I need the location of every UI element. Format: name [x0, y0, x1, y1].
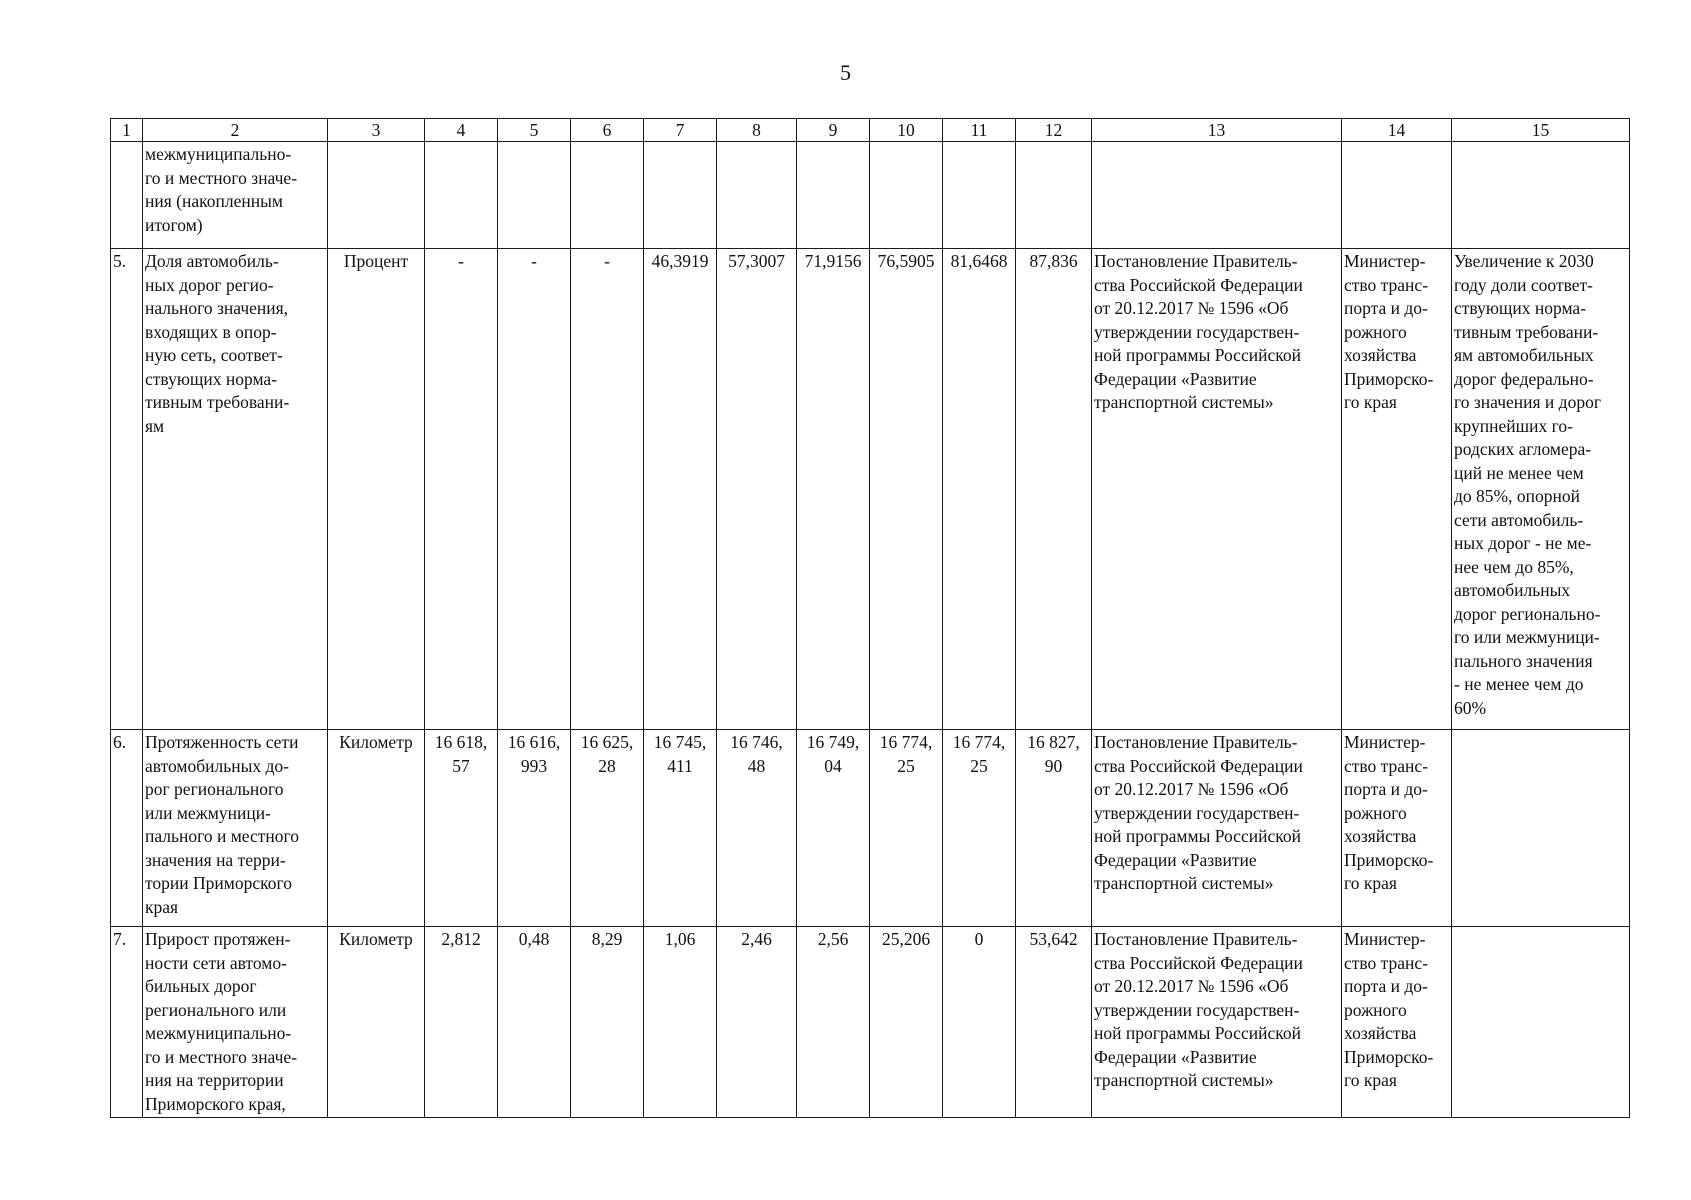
- value-cell: -: [425, 249, 498, 730]
- column-header: 2: [143, 119, 328, 142]
- value-cell: 2,812: [425, 927, 498, 1118]
- header-row: [111, 119, 1630, 142]
- column-header: 5: [498, 119, 571, 142]
- column-header: 8: [717, 119, 797, 142]
- value-cell: [425, 142, 498, 249]
- note-cell: [1452, 142, 1630, 249]
- unit-cell: Километр: [328, 730, 425, 927]
- value-cell: 16 745, 411: [644, 730, 717, 927]
- note-cell: [1452, 730, 1630, 927]
- value-cell: [870, 142, 943, 249]
- value-cell: 16 616, 993: [498, 730, 571, 927]
- document-cell: Постановление Правитель- ства Российской Федерации от 20.12.2017 № 1596 «Об утверждении государствен- ной программы Российской Федерации «Развитие транспортной системы»: [1092, 927, 1342, 1118]
- value-cell: [571, 142, 644, 249]
- column-header: 12: [1016, 119, 1092, 142]
- unit-cell: Процент: [328, 249, 425, 730]
- row-number-cell: 6.: [111, 730, 143, 927]
- value-cell: 16 625, 28: [571, 730, 644, 927]
- table-row: [111, 927, 1630, 1118]
- row-number-cell: 5.: [111, 249, 143, 730]
- indicator-name-cell: Доля автомобиль- ных дорог регио- нального значения, входящих в опор- ную сеть, соответ- ствующих норма- тивным требовани- ям: [143, 249, 328, 730]
- column-header: 7: [644, 119, 717, 142]
- value-cell: 2,56: [797, 927, 870, 1118]
- unit-cell: Километр: [328, 927, 425, 1118]
- table-row-continuation: [111, 142, 1630, 249]
- value-cell: 16 774, 25: [870, 730, 943, 927]
- value-cell: 1,06: [644, 927, 717, 1118]
- value-cell: 87,836: [1016, 249, 1092, 730]
- note-cell: Увеличение к 2030 году доли соответ- ствующих норма- тивным требовани- ям автомобильных дорог федерально- го значения и дорог крупнейших го- родских агломера- ций не менее чем до 85%, опорной сети автомобиль- ных дорог - не ме- нее чем до 85%, автомобильных дорог регионально- го или межмуници- пального значения - не менее чем до 60%: [1452, 249, 1630, 730]
- value-cell: [644, 142, 717, 249]
- unit-cell: [328, 142, 425, 249]
- column-header: 13: [1092, 119, 1342, 142]
- document-cell: [1092, 142, 1342, 249]
- value-cell: 16 749, 04: [797, 730, 870, 927]
- value-cell: 0,48: [498, 927, 571, 1118]
- value-cell: 46,3919: [644, 249, 717, 730]
- column-header: 4: [425, 119, 498, 142]
- value-cell: 16 827, 90: [1016, 730, 1092, 927]
- value-cell: 76,5905: [870, 249, 943, 730]
- value-cell: 25,206: [870, 927, 943, 1118]
- column-header: 10: [870, 119, 943, 142]
- value-cell: [797, 142, 870, 249]
- value-cell: -: [498, 249, 571, 730]
- indicators-table: [110, 118, 1630, 1118]
- indicator-name-cell: Протяженность сети автомобильных до- рог регионального или межмуници- пального и местного значения на терри- тории Приморского края: [143, 730, 328, 927]
- table-row: [111, 730, 1630, 927]
- value-cell: 57,3007: [717, 249, 797, 730]
- column-header: 11: [943, 119, 1016, 142]
- value-cell: 0: [943, 927, 1016, 1118]
- indicator-name-cell: межмуниципально- го и местного значе- ния (накопленным итогом): [143, 142, 328, 249]
- value-cell: -: [571, 249, 644, 730]
- value-cell: [943, 142, 1016, 249]
- document-cell: Постановление Правитель- ства Российской Федерации от 20.12.2017 № 1596 «Об утверждении государствен- ной программы Российской Федерации «Развитие транспортной системы»: [1092, 249, 1342, 730]
- value-cell: 2,46: [717, 927, 797, 1118]
- value-cell: 16 774, 25: [943, 730, 1016, 927]
- column-header: 14: [1342, 119, 1452, 142]
- column-header: 9: [797, 119, 870, 142]
- value-cell: [1016, 142, 1092, 249]
- row-number-cell: 7.: [111, 927, 143, 1118]
- document-cell: Постановление Правитель- ства Российской Федерации от 20.12.2017 № 1596 «Об утверждении государствен- ной программы Российской Федерации «Развитие транспортной системы»: [1092, 730, 1342, 927]
- value-cell: 16 618, 57: [425, 730, 498, 927]
- page-number: 5: [840, 60, 851, 85]
- value-cell: 81,6468: [943, 249, 1016, 730]
- responsible-cell: Министер- ство транс- порта и до- рожного хозяйства Приморско- го края: [1342, 249, 1452, 730]
- column-header: 1: [111, 119, 143, 142]
- column-header: 3: [328, 119, 425, 142]
- column-header: 6: [571, 119, 644, 142]
- value-cell: [498, 142, 571, 249]
- responsible-cell: Министер- ство транс- порта и до- рожного хозяйства Приморско- го края: [1342, 730, 1452, 927]
- table-row: [111, 249, 1630, 730]
- value-cell: 71,9156: [797, 249, 870, 730]
- responsible-cell: [1342, 142, 1452, 249]
- note-cell: [1452, 927, 1630, 1118]
- value-cell: 8,29: [571, 927, 644, 1118]
- column-header: 15: [1452, 119, 1630, 142]
- value-cell: 16 746, 48: [717, 730, 797, 927]
- responsible-cell: Министер- ство транс- порта и до- рожного хозяйства Приморско- го края: [1342, 927, 1452, 1118]
- value-cell: [717, 142, 797, 249]
- row-number-cell: [111, 142, 143, 249]
- indicator-name-cell: Прирост протяжен- ности сети автомо- бильных дорог регионального или межмуниципально- го и местного значе- ния на территории Приморского края,: [143, 927, 328, 1118]
- value-cell: 53,642: [1016, 927, 1092, 1118]
